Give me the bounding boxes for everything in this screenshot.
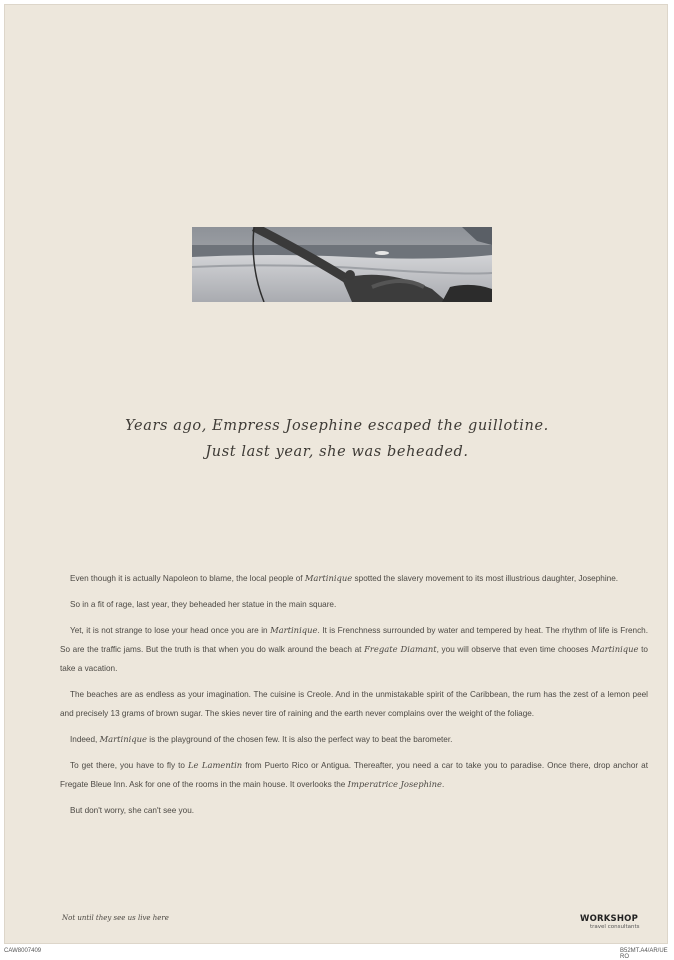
p3-text-b: . It is Frenchness surrounded by water and tempered by heat. The rhythm of life is French. So are the traffic jams. But the truth is that when you do walk around the beach at — [60, 626, 648, 654]
logo-subtitle: travel consultants — [590, 924, 640, 930]
p3-text-c: , you will observe that even time chooses — [436, 645, 592, 654]
paragraph-4: The beaches are as endless as your imagination. The cuisine is Creole. And in the unmistakable spirit of the Caribbean, the rum has the zest of a lemon peel and precisely 13 grams of brown sugar. The skies never tire of raining and the earth never complains over the weight of the foliage. — [60, 690, 648, 718]
p3-place: Martinique — [270, 625, 318, 635]
paragraph-1 — [60, 569, 648, 588]
p3-text-d: to take a vacation. — [60, 645, 648, 673]
p6-text-c: . — [442, 780, 445, 789]
workshop-logo — [580, 914, 640, 930]
headline-line-2: Just last year, she was beheaded. — [205, 444, 469, 460]
ad-page — [4, 4, 668, 944]
p1-text-a: Even though it is actually Napoleon to blame, the local people of — [70, 574, 305, 583]
job-code-right: B52MT.A4/AR/UE RO — [620, 948, 668, 960]
paragraph-7: But don't worry, she can't see you. — [70, 806, 195, 815]
beach-photo-illustration — [192, 227, 492, 302]
paragraph-6 — [60, 756, 648, 794]
p6-statue: Imperatrice Josephine — [347, 779, 442, 789]
tagline: Not until they see us live here — [62, 914, 169, 922]
p6-airport: Le Lamentin — [187, 760, 243, 770]
paragraph-3 — [60, 621, 648, 678]
p3-beach: Fregate Diamant — [364, 644, 437, 654]
logo-wordmark: WORKSHOP — [580, 914, 639, 924]
p1-text-b: spotted the slavery movement to its most illustrious daughter, Josephine. — [352, 574, 619, 583]
headline-line-1: Years ago, Empress Josephine escaped the guillotine. — [125, 418, 549, 434]
p5-text-b: is the playground of the chosen few. It is also the perfect way to beat the barometer. — [147, 735, 453, 744]
p3-text-a: Yet, it is not strange to lose your head once you are in — [70, 626, 271, 635]
p5-text-a: Indeed, — [70, 735, 100, 744]
p3-place-2: Martinique — [591, 644, 639, 654]
p5-place: Martinique — [99, 734, 147, 744]
beach-hammock-photo — [192, 227, 492, 302]
job-code-left: CAW8007409 — [4, 948, 42, 954]
p1-place: Martinique — [304, 573, 353, 583]
p6-text-b: from Puerto Rico or Antigua. Thereafter, you need a car to take you to paradise. Once there, drop anchor at Fregate Bleue Inn. Ask for one of the rooms in the main house. It overlooks the — [60, 761, 648, 789]
paragraph-2: So in a fit of rage, last year, they beheaded her statue in the main square. — [70, 600, 337, 609]
headline — [65, 413, 609, 465]
body-copy — [60, 569, 648, 827]
paragraph-5 — [60, 730, 648, 749]
p6-text-a: To get there, you have to fly to — [70, 761, 188, 770]
